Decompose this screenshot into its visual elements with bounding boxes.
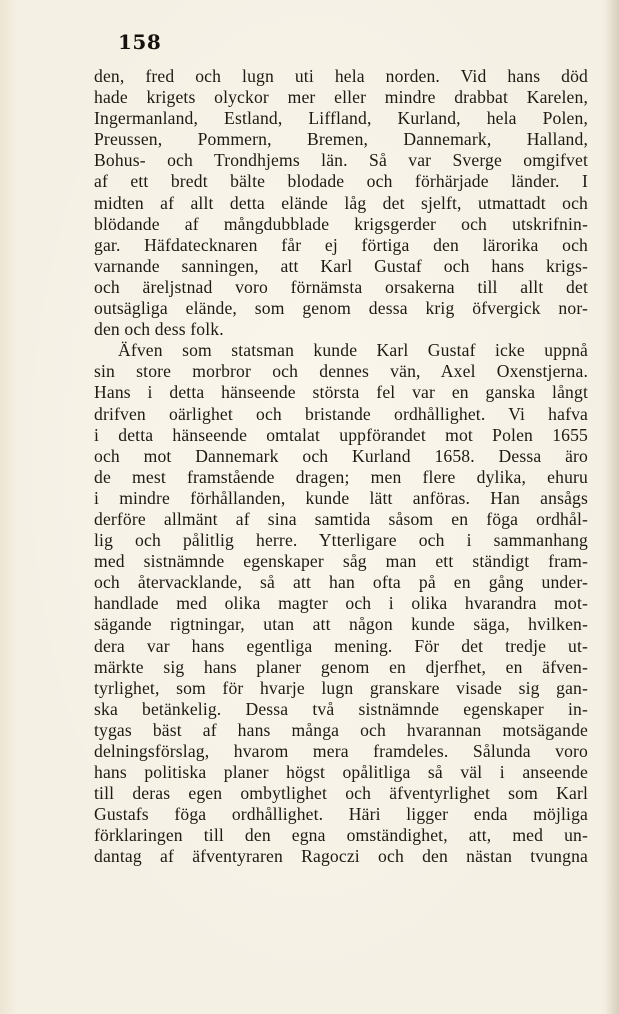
text-line: gar. Häfdatecknaren får ej förtiga den lärorika och [94,234,588,255]
text-line: Ingermanland, Estland, Liffland, Kurland, hela Polen, [94,108,588,129]
text-line: lig och pålitlig herre. Ytterligare och i sammanhang [94,530,588,551]
text-line: med sistnämnde egenskaper såg man ett ständigt fram- [94,551,588,572]
text-line: midten af allt detta elände låg det sjelft, utmattadt och [94,192,588,213]
text-line: sin store morbror och dennes vän, Axel Oxenstjerna. [94,361,588,382]
paragraph-start-line: Äfven som statsman kunde Karl Gustaf icke uppnå [118,340,588,361]
text-line: handlade med olika magter och i olika hvarandra mot- [94,593,588,614]
text-line: delningsförslag, hvarom mera framdeles. Sålunda voro [94,741,588,761]
text-line: till deras egen ombytlighet och äfventyrlighet som Karl [94,783,588,804]
text-line: märkte sig hans planer genom en djerfhet, en äfven- [94,656,588,677]
paragraph-end-line: den och dess folk. [94,319,224,340]
body-text [94,66,588,868]
page-number: 158 [118,30,162,54]
text-line: hans politiska planer högst opålitliga så väl i anseende [94,762,588,783]
text-line: tygas bäst af hans många och hvarannan motsägande [94,719,588,740]
text-line: ska betänkelig. Dessa två sistnämnde egenskaper in- [94,698,588,719]
text-line: varnande sanningen, att Karl Gustaf och hans krigs- [94,255,588,276]
text-line: den, fred och lugn uti hela norden. Vid hans död [94,66,588,86]
text-line: outsägliga elände, som genom dessa krig öfvergick nor- [94,298,588,319]
text-line: sägande rigtningar, utan att någon kunde säga, hvilken- [94,614,588,635]
text-line: dera var hans egentliga mening. För det tredje ut- [94,635,588,656]
text-line: hade krigets olyckor mer eller mindre drabbat Karelen, [94,87,588,108]
text-line: de mest framstående dragen; men flere dylika, ehuru [94,466,588,487]
text-line: tyrlighet, som för hvarje lugn granskare visade sig gan- [94,677,588,698]
text-line: dantag af äfventyraren Ragoczi och den nästan tvungna [94,846,588,867]
text-line: Gustafs föga ordhållighet. Häri ligger enda möjliga [94,804,588,825]
text-line: och mot Dannemark och Kurland 1658. Dessa äro [94,445,588,466]
text-line: derföre allmänt af sina samtida såsom en föga ordhål- [94,508,588,529]
text-line: blödande af mångdubblade krigsgerder och utskrifnin- [94,213,588,234]
text-line: förklaringen till den egna omständighet, att, med un- [94,825,588,846]
text-line: Bohus- och Trondhjems län. Så var Sverge omgifvet [94,150,588,171]
text-line: Preussen, Pommern, Bremen, Dannemark, Halland, [94,129,588,150]
text-line: Hans i detta hänseende största fel var en ganska långt [94,382,588,403]
text-line: i detta hänseende omtalat uppförandet mot Polen 1655 [94,424,588,445]
text-line: drifven oärlighet och bristande ordhållighet. Vi hafva [94,403,588,424]
text-line: och äreljstnad voro förnämsta orsakerna till allt det [94,276,588,297]
page-fold-shadow [605,0,619,1014]
text-line: af ett bredt bälte blodade och förhärjade länder. I [94,171,588,192]
text-line: och återvacklande, så att han ofta på en gång under- [94,572,588,593]
text-line: i mindre förhållanden, kunde lätt anföras. Han ansågs [94,487,588,508]
